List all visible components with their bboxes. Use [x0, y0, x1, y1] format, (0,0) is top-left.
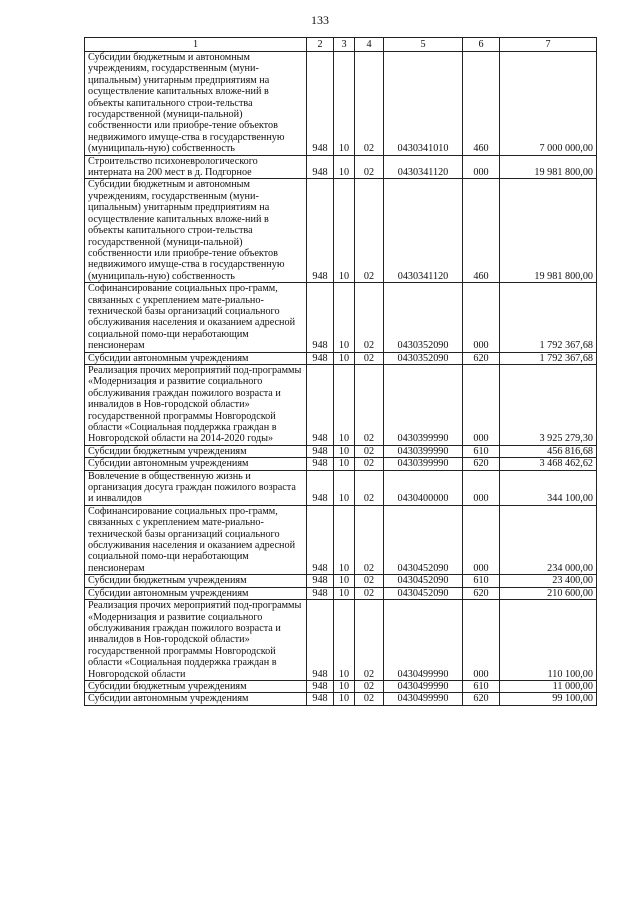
row-name: Субсидии бюджетным учреждениям — [85, 445, 307, 457]
expense-type-code: 000 — [463, 155, 500, 179]
header-cell: 1 — [85, 38, 307, 52]
section-code: 10 — [334, 52, 355, 156]
table-row — [85, 505, 597, 574]
subsection-code: 02 — [355, 445, 384, 457]
target-article-code: 0430400000 — [384, 470, 463, 505]
table-row — [85, 470, 597, 505]
amount: 344 100,00 — [500, 470, 597, 505]
subsection-code: 02 — [355, 575, 384, 587]
table-row — [85, 693, 597, 705]
expense-type-code: 460 — [463, 179, 500, 283]
section-code: 10 — [334, 575, 355, 587]
expense-type-code: 000 — [463, 505, 500, 574]
ministry-code: 948 — [307, 52, 334, 156]
amount: 210 600,00 — [500, 587, 597, 599]
header-cell: 7 — [500, 38, 597, 52]
expense-type-code: 620 — [463, 587, 500, 599]
amount: 1 792 367,68 — [500, 352, 597, 364]
amount: 23 400,00 — [500, 575, 597, 587]
row-name: Вовлечение в общественную жизнь и организация досуга граждан пожилого возраста и инвалидов — [85, 470, 307, 505]
expense-type-code: 000 — [463, 470, 500, 505]
row-name: Субсидии автономным учреждениям — [85, 587, 307, 599]
row-name: Реализация прочих мероприятий под-программы «Модернизация и развитие социального обслуживания граждан пожилого возраста и инвалидов в Нов-городской области» государственной программы Новгородской области «Социальная поддержка граждан в Новгородской области на 2014-2020 годы» — [85, 364, 307, 445]
ministry-code: 948 — [307, 575, 334, 587]
section-code: 10 — [334, 155, 355, 179]
row-name: Субсидии бюджетным учреждениям — [85, 680, 307, 692]
section-code: 10 — [334, 600, 355, 681]
subsection-code: 02 — [355, 680, 384, 692]
table-row — [85, 680, 597, 692]
table-row — [85, 364, 597, 445]
expense-type-code: 000 — [463, 283, 500, 352]
expense-type-code: 610 — [463, 445, 500, 457]
target-article-code: 0430399990 — [384, 445, 463, 457]
table-row — [85, 600, 597, 681]
header-cell: 6 — [463, 38, 500, 52]
table-row — [85, 179, 597, 283]
target-article-code: 0430341120 — [384, 155, 463, 179]
subsection-code: 02 — [355, 364, 384, 445]
target-article-code: 0430352090 — [384, 283, 463, 352]
subsection-code: 02 — [355, 505, 384, 574]
target-article-code: 0430352090 — [384, 352, 463, 364]
subsection-code: 02 — [355, 458, 384, 470]
ministry-code: 948 — [307, 283, 334, 352]
header-cell: 2 — [307, 38, 334, 52]
expense-type-code: 620 — [463, 693, 500, 705]
target-article-code: 0430399990 — [384, 458, 463, 470]
row-name: Софинансирование социальных про-грамм, связанных с укреплением мате-риально-технической базы организаций социального обслуживания населения и оказанием адресной социальной помо-щи неработающим пенсионерам — [85, 283, 307, 352]
row-name: Субсидии автономным учреждениям — [85, 458, 307, 470]
target-article-code: 0430341120 — [384, 179, 463, 283]
section-code: 10 — [334, 179, 355, 283]
ministry-code: 948 — [307, 458, 334, 470]
header-cell: 5 — [384, 38, 463, 52]
ministry-code: 948 — [307, 470, 334, 505]
expense-type-code: 610 — [463, 680, 500, 692]
target-article-code: 0430452090 — [384, 505, 463, 574]
section-code: 10 — [334, 364, 355, 445]
row-name: Субсидии бюджетным и автономным учреждениям, государственным (муни-ципальным) унитарным предприятиям на осуществление капитальных вложе-ний в объекты капитального строи-тельства государственной (муници-пальной) собственности или приобре-тение объектов недвижимого имуще-ства в государственную (муниципаль-ную) собственность — [85, 179, 307, 283]
subsection-code: 02 — [355, 179, 384, 283]
subsection-code: 02 — [355, 600, 384, 681]
table-row — [85, 458, 597, 470]
ministry-code: 948 — [307, 352, 334, 364]
expense-type-code: 620 — [463, 352, 500, 364]
ministry-code: 948 — [307, 600, 334, 681]
page-number: 133 — [311, 13, 329, 27]
ministry-code: 948 — [307, 179, 334, 283]
amount: 3 925 279,30 — [500, 364, 597, 445]
amount: 7 000 000,00 — [500, 52, 597, 156]
table-row — [85, 445, 597, 457]
row-name: Строительство психоневрологического интерната на 200 мест в д. Подгорное — [85, 155, 307, 179]
ministry-code: 948 — [307, 155, 334, 179]
row-name: Субсидии бюджетным и автономным учреждениям, государственным (муни-ципальным) унитарным предприятиям на осуществление капитальных вложе-ний в объекты капитального строи-тельства государственной (муници-пальной) собственности или приобре-тение объектов недвижимого имуще-ства в государственную (муниципаль-ную) собственность — [85, 52, 307, 156]
amount: 234 000,00 — [500, 505, 597, 574]
subsection-code: 02 — [355, 155, 384, 179]
table-row — [85, 587, 597, 599]
subsection-code: 02 — [355, 587, 384, 599]
target-article-code: 0430399990 — [384, 364, 463, 445]
table-row — [85, 575, 597, 587]
table-row — [85, 52, 597, 156]
expense-type-code: 000 — [463, 364, 500, 445]
subsection-code: 02 — [355, 283, 384, 352]
ministry-code: 948 — [307, 445, 334, 457]
section-code: 10 — [334, 283, 355, 352]
row-name: Субсидии автономным учреждениям — [85, 352, 307, 364]
expense-type-code: 000 — [463, 600, 500, 681]
row-name: Реализация прочих мероприятий под-программы «Модернизация и развитие социального обслуживания граждан пожилого возраста и инвалидов в Нов-городской области» государственной программы Новгородской области «Социальная поддержка граждан в Новгородской области — [85, 600, 307, 681]
ministry-code: 948 — [307, 364, 334, 445]
section-code: 10 — [334, 693, 355, 705]
table-row — [85, 155, 597, 179]
ministry-code: 948 — [307, 680, 334, 692]
target-article-code: 0430452090 — [384, 575, 463, 587]
header-cell: 3 — [334, 38, 355, 52]
row-name: Субсидии автономным учреждениям — [85, 693, 307, 705]
section-code: 10 — [334, 352, 355, 364]
section-code: 10 — [334, 680, 355, 692]
target-article-code: 0430499990 — [384, 680, 463, 692]
amount: 99 100,00 — [500, 693, 597, 705]
budget-table — [84, 37, 597, 706]
expense-type-code: 610 — [463, 575, 500, 587]
amount: 110 100,00 — [500, 600, 597, 681]
target-article-code: 0430499990 — [384, 693, 463, 705]
row-name: Софинансирование социальных про-грамм, связанных с укреплением мате-риально-технической базы организаций социального обслуживания населения и оказанием адресной социальной помо-щи неработающим пенсионерам — [85, 505, 307, 574]
amount: 19 981 800,00 — [500, 155, 597, 179]
subsection-code: 02 — [355, 470, 384, 505]
header-cell: 4 — [355, 38, 384, 52]
expense-type-code: 620 — [463, 458, 500, 470]
amount: 11 000,00 — [500, 680, 597, 692]
subsection-code: 02 — [355, 352, 384, 364]
target-article-code: 0430499990 — [384, 600, 463, 681]
amount: 456 816,68 — [500, 445, 597, 457]
section-code: 10 — [334, 445, 355, 457]
amount: 1 792 367,68 — [500, 283, 597, 352]
target-article-code: 0430452090 — [384, 587, 463, 599]
table-body — [85, 52, 597, 706]
ministry-code: 948 — [307, 693, 334, 705]
amount: 19 981 800,00 — [500, 179, 597, 283]
expense-type-code: 460 — [463, 52, 500, 156]
subsection-code: 02 — [355, 52, 384, 156]
section-code: 10 — [334, 587, 355, 599]
subsection-code: 02 — [355, 693, 384, 705]
header-row — [85, 38, 597, 52]
ministry-code: 948 — [307, 587, 334, 599]
table-row — [85, 352, 597, 364]
section-code: 10 — [334, 505, 355, 574]
ministry-code: 948 — [307, 505, 334, 574]
table-row — [85, 283, 597, 352]
amount: 3 468 462,62 — [500, 458, 597, 470]
section-code: 10 — [334, 458, 355, 470]
target-article-code: 0430341010 — [384, 52, 463, 156]
row-name: Субсидии бюджетным учреждениям — [85, 575, 307, 587]
section-code: 10 — [334, 470, 355, 505]
